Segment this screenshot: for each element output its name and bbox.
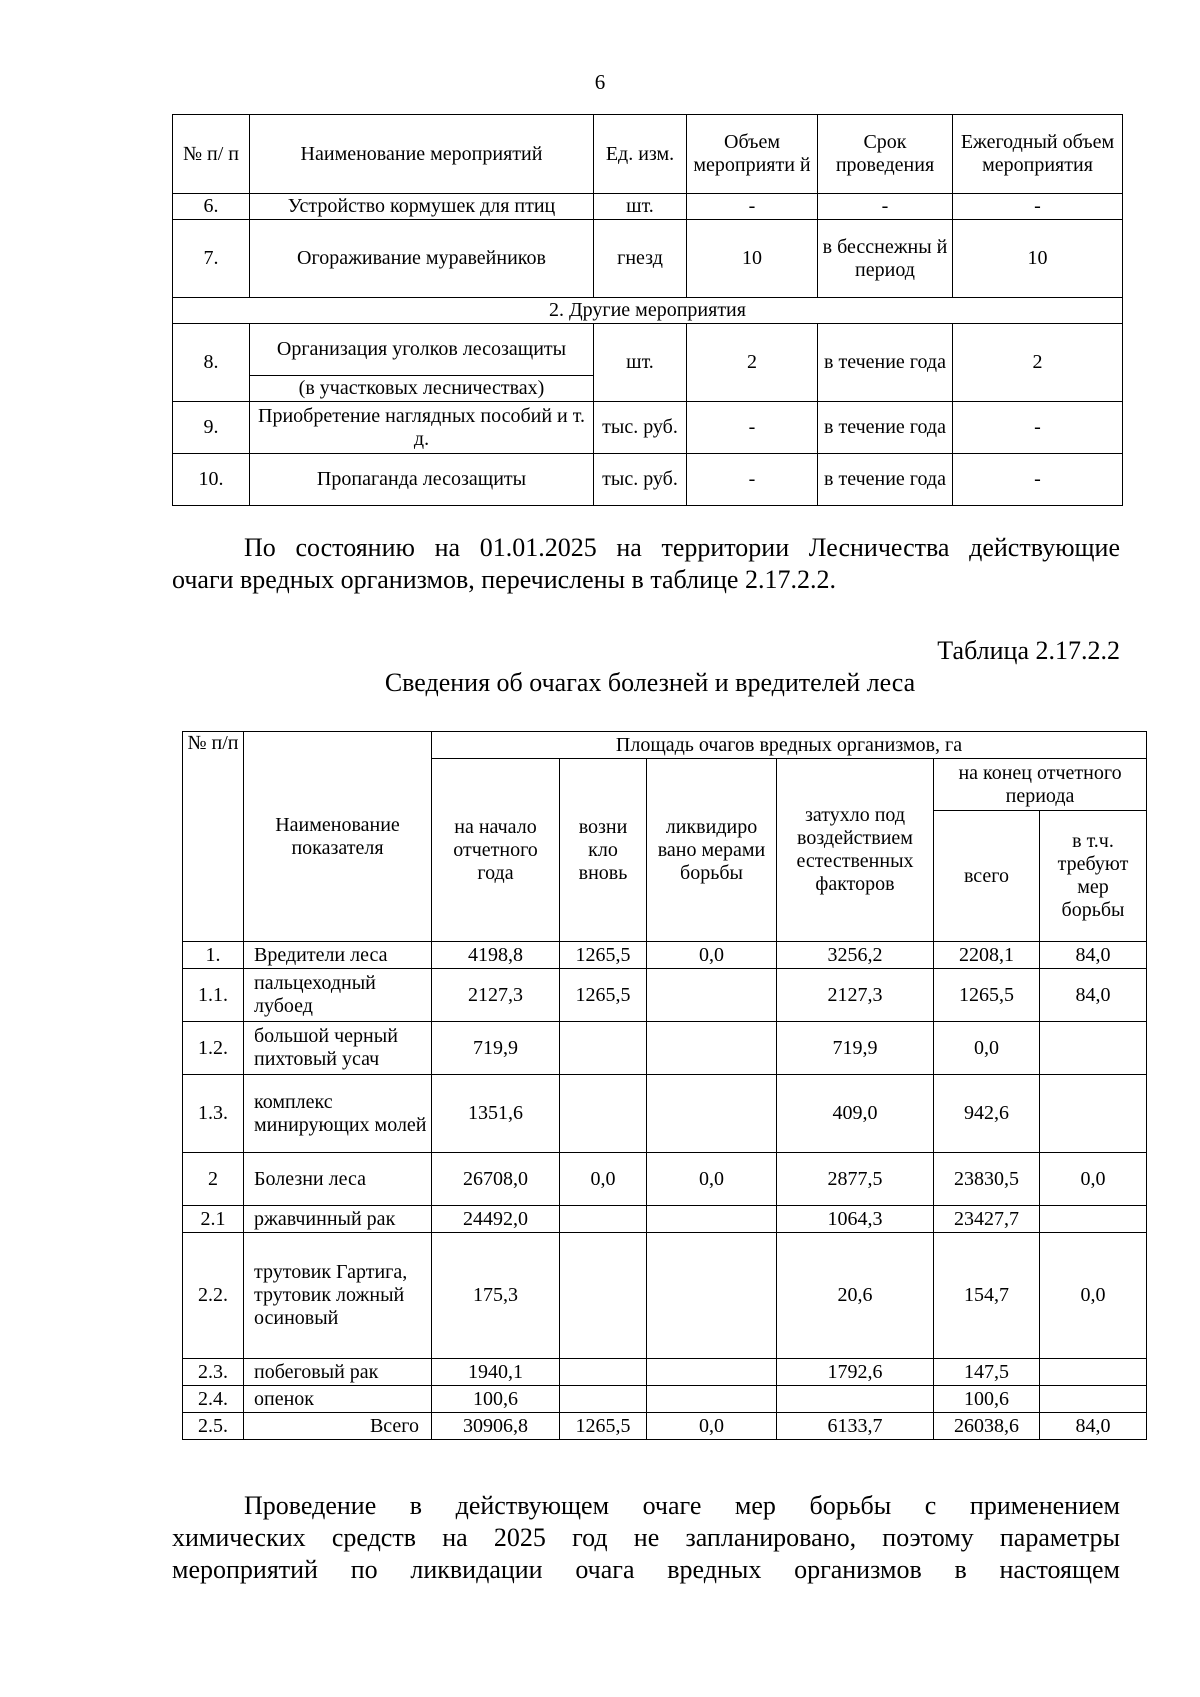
table-cell [560, 1359, 647, 1386]
table-cell: 0,0 [647, 1153, 777, 1206]
table-cell: в течение года [818, 324, 953, 402]
table-cell: 6. [173, 194, 250, 220]
header-cell: затухло под воздействием естественных факторов [777, 759, 934, 942]
table-cell: 2 [687, 324, 818, 402]
table-cell [560, 1233, 647, 1359]
table-cell [1040, 1075, 1147, 1153]
table-cell [647, 1386, 777, 1413]
table-cell [647, 1359, 777, 1386]
table-cell: шт. [594, 324, 687, 402]
table-cell: 84,0 [1040, 942, 1147, 969]
table-cell: 26038,6 [934, 1413, 1040, 1440]
header-cell: Наименование мероприятий [250, 115, 594, 194]
header-cell: Ед. изм. [594, 115, 687, 194]
table-cell: 2.5. [183, 1413, 244, 1440]
table-cell: 409,0 [777, 1075, 934, 1153]
table-cell: Вредители леса [244, 942, 432, 969]
table-cell: побеговый рак [244, 1359, 432, 1386]
table-row [183, 1075, 1147, 1153]
table-cell: 2127,3 [432, 969, 560, 1022]
table-cell: Пропаганда лесозащиты [250, 454, 594, 506]
table-cell: 942,6 [934, 1075, 1040, 1153]
table-cell: ржавчинный рак [244, 1206, 432, 1233]
table-cell: тыс. руб. [594, 454, 687, 506]
table-cell: 8. [173, 324, 250, 402]
table-cell: в течение года [818, 402, 953, 454]
table-row [173, 194, 1123, 220]
table-cell: 154,7 [934, 1233, 1040, 1359]
table-cell: 7. [173, 220, 250, 298]
table-cell [1040, 1022, 1147, 1075]
table-cell: 1265,5 [934, 969, 1040, 1022]
header-cell: Срок проведения [818, 115, 953, 194]
table-cell [560, 1386, 647, 1413]
table-cell: - [953, 402, 1123, 454]
header-cell: в т.ч. требуют мер борьбы [1040, 811, 1147, 942]
table-cell: 9. [173, 402, 250, 454]
table-row [173, 454, 1123, 506]
table-cell: 1. [183, 942, 244, 969]
table-cell [647, 1233, 777, 1359]
table-cell: 1.1. [183, 969, 244, 1022]
table-cell: 719,9 [432, 1022, 560, 1075]
table-cell: 0,0 [647, 1413, 777, 1440]
table-cell: 10 [953, 220, 1123, 298]
table-cell: 1940,1 [432, 1359, 560, 1386]
table-cell: Устройство кормушек для птиц [250, 194, 594, 220]
table-cell: 6133,7 [777, 1413, 934, 1440]
header-cell: Ежегодный объем мероприятия [953, 115, 1123, 194]
table-row-total [183, 1413, 1147, 1440]
table-row [183, 1386, 1147, 1413]
table-cell: 175,3 [432, 1233, 560, 1359]
table-cell: Всего [244, 1413, 432, 1440]
paragraph-line: Проведение в действующем очаге мер борьбы с применением [244, 1491, 1120, 1520]
table-cell [1040, 1206, 1147, 1233]
table-cell: 0,0 [1040, 1233, 1147, 1359]
table-label: Таблица 2.17.2.2 [937, 636, 1120, 665]
table-cell: 24492,0 [432, 1206, 560, 1233]
table-cell: 1.2. [183, 1022, 244, 1075]
table-row [183, 942, 1147, 969]
table-cell: шт. [594, 194, 687, 220]
table-cell [560, 1022, 647, 1075]
table-cell: Болезни леса [244, 1153, 432, 1206]
header-cell: № п/п [183, 732, 244, 942]
table-cell: Приобретение наглядных пособий и т. д. [250, 402, 594, 454]
table-cell: 1265,5 [560, 1413, 647, 1440]
section-heading: 2. Другие мероприятия [173, 298, 1123, 324]
table-cell: 2.1 [183, 1206, 244, 1233]
table-cell: 1064,3 [777, 1206, 934, 1233]
table-row [183, 969, 1147, 1022]
table-cell: 2 [953, 324, 1123, 402]
table-cell: 20,6 [777, 1233, 934, 1359]
table-cell: тыс. руб. [594, 402, 687, 454]
table-cell: трутовик Гартига, трутовик ложный осиновый [244, 1233, 432, 1359]
paragraph-line: химических средств на 2025 год не запланировано, поэтому параметры [172, 1523, 1120, 1553]
table-cell [1040, 1386, 1147, 1413]
table-cell: 0,0 [560, 1153, 647, 1206]
table-cell: - [818, 194, 953, 220]
table-cell: - [687, 194, 818, 220]
table-cell: 3256,2 [777, 942, 934, 969]
table-cell: 2 [183, 1153, 244, 1206]
table-cell: (в участковых лесничествах) [250, 376, 594, 402]
table-cell: гнезд [594, 220, 687, 298]
table-cell [560, 1206, 647, 1233]
table-cell: в бесснежны й период [818, 220, 953, 298]
table-cell [647, 1206, 777, 1233]
table-cell: - [687, 454, 818, 506]
table-cell: 26708,0 [432, 1153, 560, 1206]
measures-table [172, 114, 1123, 506]
table-cell: 1265,5 [560, 969, 647, 1022]
table-cell: 0,0 [1040, 1153, 1147, 1206]
table-cell: 30906,8 [432, 1413, 560, 1440]
table-row [173, 220, 1123, 298]
table-cell: 0,0 [647, 942, 777, 969]
page-number: 6 [594, 70, 606, 94]
paragraph-line: очаги вредных организмов, перечислены в таблице 2.17.2.2. [172, 565, 836, 595]
header-cell: возни кло вновь [560, 759, 647, 942]
table-cell: 2877,5 [777, 1153, 934, 1206]
table-cell: 1351,6 [432, 1075, 560, 1153]
table-cell: 2.3. [183, 1359, 244, 1386]
table-cell: 10 [687, 220, 818, 298]
table-cell: пальцеходный лубоед [244, 969, 432, 1022]
table-cell [560, 1075, 647, 1153]
table-cell: 1.3. [183, 1075, 244, 1153]
table-cell: 4198,8 [432, 942, 560, 969]
header-cell: Объем мероприяти й [687, 115, 818, 194]
table-cell [647, 1075, 777, 1153]
table-cell: 23830,5 [934, 1153, 1040, 1206]
header-cell: на конец отчетного периода [934, 759, 1147, 811]
table-cell: 10. [173, 454, 250, 506]
foci-table [182, 731, 1147, 1440]
table-row [183, 1153, 1147, 1206]
table-cell: 84,0 [1040, 1413, 1147, 1440]
table-cell [647, 1022, 777, 1075]
header-cell: № п/ п [173, 115, 250, 194]
header-cell: Площадь очагов вредных организмов, га [432, 732, 1147, 759]
table-cell [647, 969, 777, 1022]
table-row [183, 1206, 1147, 1233]
table-cell: 23427,7 [934, 1206, 1040, 1233]
table-cell: 1792,6 [777, 1359, 934, 1386]
table-cell: 84,0 [1040, 969, 1147, 1022]
paragraph-line: мероприятий по ликвидации очага вредных организмов в настоящем [172, 1555, 1120, 1585]
table-cell: 100,6 [934, 1386, 1040, 1413]
table-cell [777, 1386, 934, 1413]
paragraph-line: По состоянию на 01.01.2025 на территории Лесничества действующие [244, 533, 1120, 562]
paragraph-conclusion [172, 1490, 1120, 1587]
table-header-row [183, 732, 1147, 759]
table-cell: 147,5 [934, 1359, 1040, 1386]
paragraph-intro [172, 532, 1120, 596]
table-row [173, 402, 1123, 454]
table-header-row [173, 115, 1123, 194]
header-cell: всего [934, 811, 1040, 942]
table-cell: большой черный пихтовый усач [244, 1022, 432, 1075]
header-cell: ликвидиро вано мерами борьбы [647, 759, 777, 942]
table-row [183, 1022, 1147, 1075]
table-cell: 719,9 [777, 1022, 934, 1075]
table-title: Сведения об очагах болезней и вредителей леса [384, 668, 916, 697]
header-cell: на начало отчетного года [432, 759, 560, 942]
table-cell: Огораживание муравейников [250, 220, 594, 298]
table-cell: Организация уголков лесозащиты [250, 324, 594, 376]
table-cell: 2127,3 [777, 969, 934, 1022]
table-cell: в течение года [818, 454, 953, 506]
table-cell: - [687, 402, 818, 454]
header-cell: Наименование показателя [244, 732, 432, 942]
table-row [173, 324, 1123, 376]
table-cell: опенок [244, 1386, 432, 1413]
table-cell: 2.2. [183, 1233, 244, 1359]
table-row [183, 1359, 1147, 1386]
table-cell: 2.4. [183, 1386, 244, 1413]
table-row [183, 1233, 1147, 1359]
table-cell: - [953, 194, 1123, 220]
table-cell: 0,0 [934, 1022, 1040, 1075]
table-cell: 1265,5 [560, 942, 647, 969]
section-row [173, 298, 1123, 324]
table-cell [1040, 1359, 1147, 1386]
table-cell: - [953, 454, 1123, 506]
table-cell: комплекс минирующих молей [244, 1075, 432, 1153]
table-cell: 2208,1 [934, 942, 1040, 969]
table-cell: 100,6 [432, 1386, 560, 1413]
